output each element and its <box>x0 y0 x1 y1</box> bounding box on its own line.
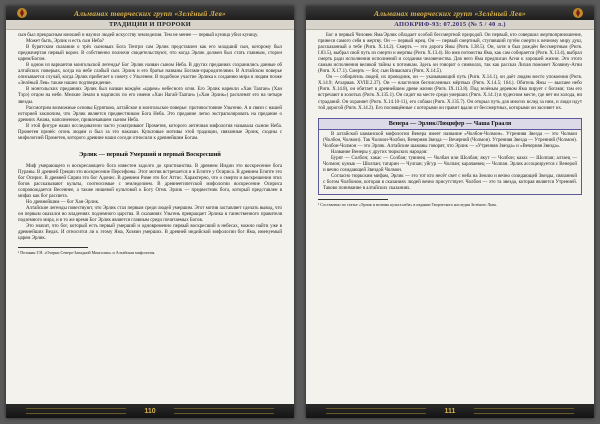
page-number: 110 <box>144 407 156 415</box>
box-title: Венера — Эрлик/Люцифер — Чаша Грааля <box>319 119 581 130</box>
right-page <box>306 6 594 418</box>
issue-label: АПОКРИФ-93: 07.2015 (№ 5 / 40 л.) <box>394 21 506 28</box>
footer-ornament <box>326 408 426 414</box>
left-content <box>6 30 294 255</box>
paragraph: Может быть, Эрлик и есть сын Неба? <box>26 39 104 45</box>
paragraph: Бурят — Солбон; хакас — Солбан; тувинец — Чолбан или Шолбан; якут — Чолбон; казах — Шолпан; алтаец — Чолмон; кумык — Шолпан; татарин — Чулпан; уйгур — Чолпан; карачаевец — Чолпан. Эрлик ассоциируется с Венерой и вечно созидающей Звездой Чолмон. <box>323 155 577 173</box>
left-footer <box>6 404 294 418</box>
paragraph: Рассмотрим возможные основы Буряткою, алтайское и монгольское поверье: противостояние Ульгеню. А в связи с нашей историей заключим, что Эрлик является предвестником Бога Неба. Это предание легко экстраполировать на предание о древних Анана, наполненное, привлекавшем сыном Неба. <box>18 105 282 123</box>
header-title: Альманах творческих групп «Зелёный Лев» <box>374 8 526 18</box>
issue-band <box>306 20 594 30</box>
paragraph: Миф умирающего и воскресающего бога известен задолго до христианства. В древнем Индии это воскресение бога Пураны. В древней Греции это воскресение Персефоны. Этот мотив встречается и в Египте у Осириса. В древнем Египте это бог Осирис. В древней Сирии это бог Адонис. В древнем Риме это бог Аттис. Характерно, что о смерти и воскрешении этих богов рассказывают культы, соотносимые с земледелием. В древнеегипетской мифологии воскресение Осириса сопровождается Весеннее, а также нишевой культовой к Богу Огня. Эрлик — предвестник бога, который представлен в мифах как бог рассвета. <box>18 163 282 200</box>
paragraph: В монгольских преданиях Эрлик был назван вождём «царем» небесного огня. Его Эрлик нарекли «Хан Таатан» (Хан Тэрэ) отцом на небе. Мелкие Земли в надписях по его имени «Хан Нагай-Таатан» («Хан Эрлик») расчленят его на четыре звезды. <box>18 87 282 105</box>
paragraph: Алтайские легенды повествуют, что Эрлик стал первым среди людей умершим. Этот мотив заставляет сделать вывод, что он первым оказался во владениях подземного царства. В сказаниях Ульгень превращает Эрлика в таинственного правителя подземного мира, и в то же время Бог Эрлик является главным среди почитаемых Богов. <box>18 206 282 224</box>
paragraph: В бурятском сказании о трёх сыновьях Бога Тенгри сам Эрлик представлен как его младший сын, которому был предначертан первый ворон. В собственно полночи свидетельствуют, что когда Эрлик должен был стать главным, сторон царем/Богом. <box>18 45 282 63</box>
page-number: 111 <box>444 407 456 415</box>
right-content <box>306 30 594 207</box>
section-band <box>6 20 294 30</box>
section-band-label: ТРАДИЦИИ И ПРОРОКИ <box>108 21 192 28</box>
box-body <box>319 130 581 194</box>
paragraph: В этой фигуре наши исследователи часто усматривают Прометея, которого античная мифология называла сыном Неба. Прометея принёс огонь людям и был за это наказан. Культовые мотивы этой традиции, связанные Эрлик, сходны с мифологией Прометея, которого древние наши соседи относили к древнейшим Богам. <box>18 123 282 141</box>
right-header <box>306 6 594 20</box>
paragraph: Он — собиратель людей, их проводник, он — указывающий путь (Ригв. X.14.1), он даёт людям место упокоения (Ригв. X.14.9; Атхарвав. XVIII.2.37). Он — властелин бесчисленных мёртвых (Ригв. X.14.5; 164.). Обитель Ямы — высшее небо (Ригв. X.14.8), он обитает в древнейшем древе жизни (Ригв. IX.113.8). Под зелёным деревом Яма пирует с богами; там его встречают в золотых (Ригв. X.135.1). Он сидит на месте среди умерших (Ригв. X.14.1) в чудесном месте, где нет ни холода, ни страданий. Он охраняет (Ригв. X.14.10-11), его собаки (Ригв. X.135.7). Он открыл путь для многих вслед за ним, и люди идут той дорогой (Ригв. X.14.2). Его посвящённые с которыми он правит вдали от бессмертных, которыми он заселяет их. <box>318 75 582 111</box>
paragraph: Но древнейшим — бог Хан-Эрлик. <box>26 200 100 206</box>
footer-ornament <box>474 408 574 414</box>
footnote-divider <box>18 247 88 248</box>
footnote-divider <box>318 199 388 200</box>
footer-ornament <box>174 408 274 414</box>
paragraph: Бог и первый Человек Яма/Эрлик обладает особой бессмертной природой. Он первый, кто совершил жертвоприношение, принеся самого себя в жертву. Он — первый жрец. Он — первый смертный, ступивший путём смерти к вечному миру душ, рассказанный о тебе (Ригв. X.14.2). Смерть — это дорога Ямы (Ригв. I.38.5). Он, хотя и был рождён бессмертным (Ригв. I.83.5), выбрал свой путь из смерти и жертвы (Ригв. X.13.4). Во имя потомства Яма, как сам собирается (Ригв. X.13.4), выбрал смерть ради исполнения исполнений и создания человечества. Для него Яма предписан Агни к хорошей жизни. Это этого самым исполнения великой тайны к потомкам. Здесь он говорит о символах, так как рассказ Лихая поможет Хозяину-Агни (Ригв. X.17.1). Смерть — бог, сын Вивасвата (Ригв. X.14.5). <box>318 33 582 75</box>
footnote: ¹ Составлено по статье «Эрлик и мотивы культа неба» в издании Творческого наследия Зелёного Льва. <box>318 202 497 208</box>
left-page <box>6 6 294 418</box>
footnote: ¹ Потанин Г.Н. «Очерки Северо-Западной Монголии» и Алтайская мифология. <box>18 249 156 255</box>
emblem-icon <box>572 7 584 19</box>
right-footer <box>306 404 594 418</box>
paragraph: Название Венеры у других тюркских народов: <box>331 149 428 155</box>
header-title: Альманах творческих групп «Зелёный Лев» <box>74 8 226 18</box>
left-header <box>6 6 294 20</box>
paragraph: сын был прекрасным юношей и научил людей искусству земледелия. Тем не менее — первый куница убил куницу. <box>18 33 259 38</box>
paragraph: Это значит, что бог, который есть первый умерший и одновременно первый воскресший в небесах, можно найти уже в древнейших Ведах. И относится ли к этому Яма, Хозяин умерших. В древней индийской мифологии бог Яма, именуемый царем Эрлик. <box>18 224 282 242</box>
paragraph: В одном из вариантов монгольской легенды¹ Бог Эрлик назван сыном Неба. В других преданиях сохранились данные об алтайских поверьях, когда на небе слабый сын. Эрлик и его братья названы Богами-прародителями. В Алтайском поверье описывается случай, когда Эрлик прибегает к совету с Ульгенем. В подобное участие Эрлика к созданию мира и людям позже «Зелёный Лев» также нашел подтверждение. <box>18 63 282 87</box>
paragraph: Согласно тюркским мифам, Эрлик — это тот кто несёт свет с неба на Землю и вечно созидающей Звезды, связанной с богом Чолбоном, которая в сказаниях людей вечно присутствует. Чолбон — это та звезда, которая является Утренней. Таково понимание в алтайских сказаниях. <box>323 173 577 192</box>
footer-ornament <box>26 408 126 414</box>
emblem-icon <box>16 7 28 19</box>
section-title: Эрлик — первый Умерший и первый Воскресший <box>79 150 221 158</box>
paragraph: В алтайской шаманской мифологии Венера имеет название «Чолбон-Чолмон». Утренняя Звезда — это Чолмон (Чолбон, Чолмон). Так Чолмон-Чолбон, Вечерняя Звезда — Вечерний (Чолмон). Утренняя Звезда — Утренний (Чолмон). Чолбон-Чолмон — это Эрлик. Алтайские шаманы говорят, что Эрлик — «Утренняя Звезда» и «Вечерняя Звезда». <box>323 131 577 149</box>
sidebar-box <box>318 118 582 196</box>
